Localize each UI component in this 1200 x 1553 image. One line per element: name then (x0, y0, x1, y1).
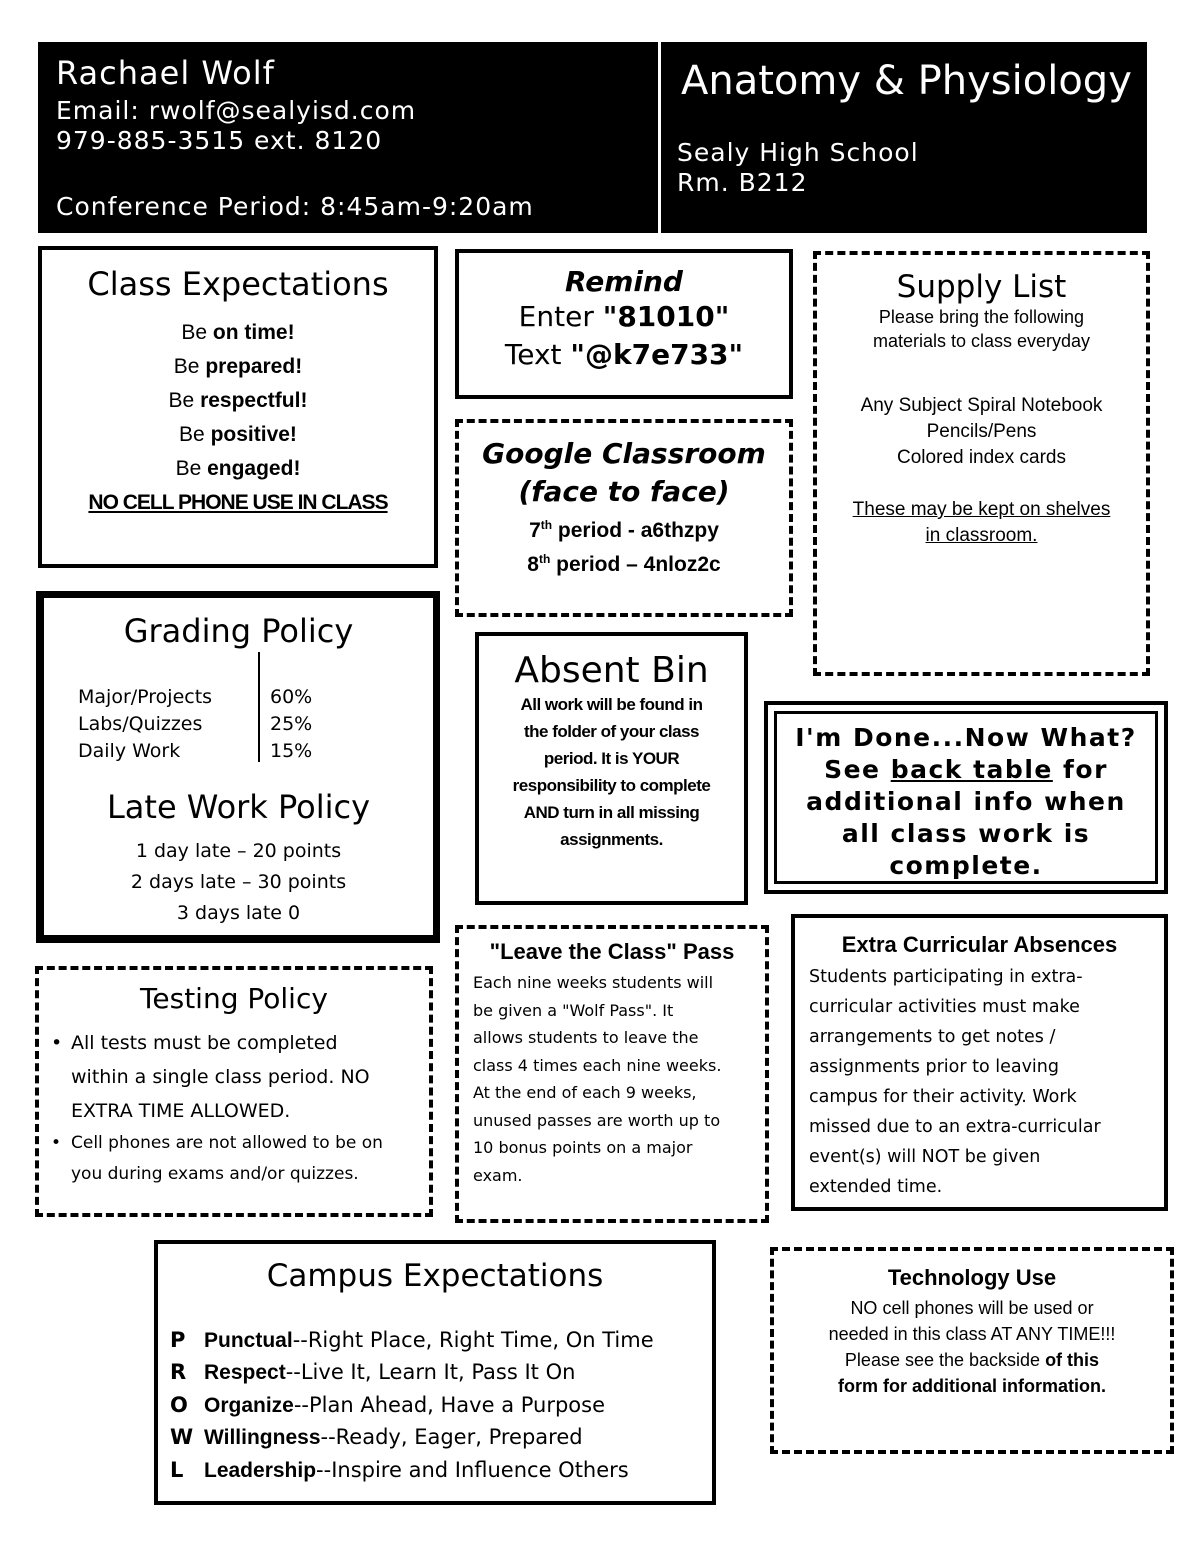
im-done-line: all class work is (841, 819, 1091, 848)
supply-item: Pencils/Pens (926, 421, 1037, 442)
late-work-list (44, 836, 433, 929)
supply-note: These may be kept on shelves in classroom. (852, 499, 1111, 546)
course-title: Anatomy & Physiology (681, 58, 1132, 104)
grading-row: Labs/Quizzes 25% (78, 713, 313, 735)
technology-use-title: Technology Use (887, 1265, 1057, 1290)
leave-class-pass-box (455, 925, 769, 1223)
remind-title: Remind (565, 265, 683, 298)
expectation-item: Be engaged! (175, 457, 301, 480)
campus-row: P Punctual--Right Place, Right Time, On Time (170, 1328, 654, 1352)
testing-bullet: • All tests must be completed within a single class period. NO EXTRA TIME ALLOWED. (51, 1032, 370, 1122)
teacher-name: Rachael Wolf (56, 54, 275, 92)
extra-curricular-title: Extra Curricular Absences (841, 932, 1118, 957)
period-7-code: 7th period - a6thzpy (529, 518, 719, 542)
remind-enter-line: Enter "81010" (518, 300, 730, 333)
campus-row: L Leadership--Inspire and Influence Others (170, 1458, 629, 1482)
im-done-line: additional info when (806, 787, 1126, 816)
no-cell-phone-rule: NO CELL PHONE USE IN CLASS (88, 491, 388, 514)
expectation-item: Be positive! (179, 423, 297, 446)
technology-use-box (770, 1247, 1174, 1454)
supply-item: Colored index cards (897, 447, 1066, 468)
google-classroom-box (455, 419, 793, 617)
grading-policy-box (36, 591, 440, 943)
google-classroom-title: Google Classroom (482, 437, 766, 470)
absent-bin-text: All work will be found in the folder of your class period. It is YOUR responsibility to complete AND turn in all missing assignments. (512, 695, 711, 849)
leave-pass-text: Each nine weeks students will be given a "Wolf Pass". It allows students to leave the class 4 times each nine weeks. At the end of each 9 weeks, unused passes are worth up to 10 bonus points on a major exam. (473, 973, 722, 1185)
testing-bullet: • Cell phones are not allowed to be on you during exams and/or quizzes. (51, 1133, 383, 1184)
absent-bin-title: Absent Bin (514, 650, 709, 691)
campus-expectations-box (154, 1240, 716, 1505)
testing-policy-box (35, 966, 433, 1217)
remind-box (455, 249, 793, 399)
im-done-line: I'm Done...Now What? (795, 723, 1137, 752)
grading-row: Major/Projects 60% (78, 686, 313, 708)
grading-row: Daily Work 15% (78, 740, 313, 762)
extra-curricular-box (791, 914, 1168, 1211)
late-work-item: 2 days late – 30 points (130, 871, 347, 893)
campus-expectations-title: Campus Expectations (266, 1258, 604, 1294)
testing-policy-title: Testing Policy (140, 982, 328, 1015)
class-expectations-title: Class Expectations (87, 265, 389, 303)
im-done-box (764, 701, 1168, 894)
im-done-inner (774, 711, 1158, 884)
late-work-item: 1 day late – 20 points (135, 840, 342, 862)
grading-policy-title: Grading Policy (123, 612, 354, 650)
late-work-title: Late Work Policy (106, 788, 371, 826)
late-work-item: 3 days late 0 (176, 902, 301, 924)
teacher-phone: 979-885-3515 ext. 8120 (56, 126, 383, 155)
supply-list-box (813, 251, 1150, 676)
campus-row: W Willingness--Ready, Eager, Prepared (170, 1425, 583, 1449)
period-8-code: 8th period – 4nloz2c (527, 552, 721, 576)
remind-text-line: Text "@k7e733" (504, 338, 744, 371)
class-expectations-list (42, 316, 434, 520)
expectation-item: Be prepared! (173, 355, 303, 378)
school-name: Sealy High School (677, 138, 919, 167)
absent-bin-box (475, 632, 748, 905)
course-header (661, 42, 1147, 233)
room-number: Rm. B212 (677, 168, 808, 197)
technology-use-text: NO cell phones will be used or needed in this class AT ANY TIME!!! Please see the backside of this form for additional information. (828, 1298, 1116, 1396)
teacher-email: Email: rwolf@sealyisd.com (56, 96, 417, 125)
class-expectations-box (38, 246, 438, 568)
expectation-item: Be on time! (181, 321, 295, 344)
google-classroom-subtitle: (face to face) (518, 475, 730, 508)
conference-period: Conference Period: 8:45am-9:20am (56, 192, 534, 221)
expectation-item: Be respectful! (168, 389, 308, 412)
supply-intro-line: materials to class everyday (872, 331, 1091, 351)
teacher-info-header (38, 42, 658, 233)
supply-list-title: Supply List (896, 269, 1067, 305)
leave-pass-title: "Leave the Class" Pass (489, 939, 735, 964)
im-done-line: complete. (889, 851, 1043, 880)
im-done-line: See back table for (824, 755, 1108, 784)
grading-weights-table (78, 684, 312, 765)
supply-items (817, 393, 1146, 471)
campus-row: R Respect--Live It, Learn It, Pass It On (170, 1360, 576, 1384)
supply-intro-line: Please bring the following (878, 307, 1085, 327)
supply-item: Any Subject Spiral Notebook (860, 395, 1103, 416)
campus-row: O Organize--Plan Ahead, Have a Purpose (170, 1393, 606, 1417)
extra-curricular-text: Students participating in extra- curricular activities must make arrangements to get notes / assignments prior to leaving campus for their activity. Work missed due to an extra-curricular event(s) will NOT be given extended time. (809, 967, 1101, 1197)
